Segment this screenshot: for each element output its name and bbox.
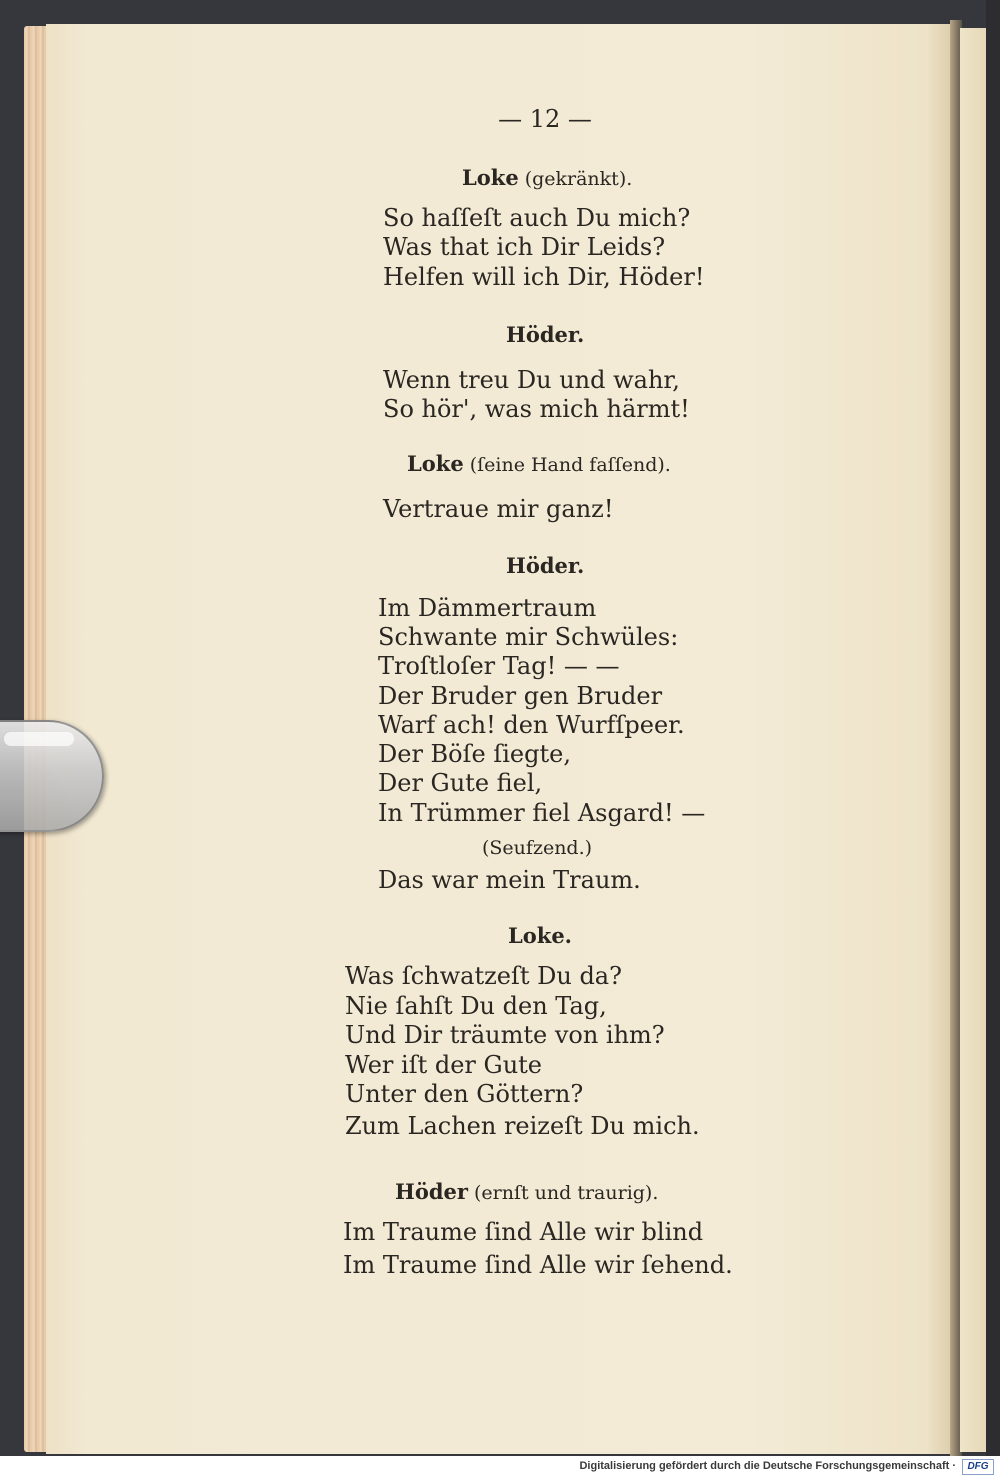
verse-line: Der Böſe ſiegte,	[378, 740, 571, 768]
verse-line: Im Traume ſind Alle wir ſehend.	[343, 1251, 733, 1279]
speaker-heading	[462, 163, 632, 194]
verse-line: Was ſchwatzeſt Du da?	[345, 962, 622, 990]
speaker-heading	[407, 449, 671, 480]
speaker-name: Höder.	[506, 322, 585, 347]
speaker-heading	[506, 320, 584, 351]
speaker-heading	[506, 551, 584, 582]
verse-line: Der Bruder gen Bruder	[378, 682, 663, 710]
speaker-name: Höder.	[506, 553, 585, 578]
scanner-edge	[986, 0, 1000, 1456]
verse-line: Warf ach! den Wurfſpeer.	[378, 711, 685, 739]
stage-direction: (ſeine Hand faſſend).	[469, 454, 671, 476]
verse-line: So haſſeſt auch Du mich?	[383, 204, 691, 232]
verse-line: Zum Lachen reizeſt Du mich.	[345, 1112, 700, 1140]
verse-line: Unter den Göttern?	[345, 1080, 584, 1108]
stage-direction: (gekränkt).	[524, 168, 633, 190]
facing-page-edge	[960, 28, 986, 1452]
page-number: — 12 —	[498, 105, 592, 133]
stage-direction: (ernſt und traurig).	[473, 1182, 659, 1204]
speaker-heading	[395, 1177, 658, 1208]
speaker-name: Loke	[407, 451, 464, 476]
stage-direction: (Seufzend.)	[482, 837, 593, 859]
verse-line: Und Dir träumte von ihm?	[345, 1021, 665, 1049]
verse-line: Wenn treu Du und wahr,	[383, 366, 680, 394]
verse-line: So hör', was mich härmt!	[383, 395, 690, 423]
digitization-footer	[0, 1456, 1000, 1477]
verse-line: Nie ſahſt Du den Tag,	[345, 992, 607, 1020]
dfg-logo: DFG	[962, 1459, 994, 1475]
speaker-name: Loke	[462, 165, 519, 190]
speaker-name: Loke.	[508, 923, 572, 948]
verse-line: Schwante mir Schwüles:	[378, 623, 679, 651]
verse-line: Im Traume ſind Alle wir blind	[343, 1218, 704, 1246]
verse-line: Wer iſt der Gute	[345, 1051, 542, 1079]
verse-line: Das war mein Traum.	[378, 866, 641, 894]
verse-line: Was that ich Dir Leids?	[383, 233, 666, 261]
verse-line: Troſtloſer Tag! — —	[378, 652, 620, 680]
verse-line: In Trümmer fiel Asgard! —	[378, 799, 706, 827]
verse-line: Der Gute fiel,	[378, 769, 543, 797]
speaker-heading	[508, 921, 572, 952]
verse-line: Vertraue mir ganz!	[383, 495, 614, 523]
funding-credit: Digitalisierung gefördert durch die Deutsche Forschungsgemeinschaft ·	[579, 1460, 956, 1472]
speaker-name: Höder	[395, 1179, 468, 1204]
clip-highlight	[4, 732, 74, 746]
verse-line: Im Dämmertraum	[378, 594, 597, 622]
verse-line: Helfen will ich Dir, Höder!	[383, 263, 705, 291]
